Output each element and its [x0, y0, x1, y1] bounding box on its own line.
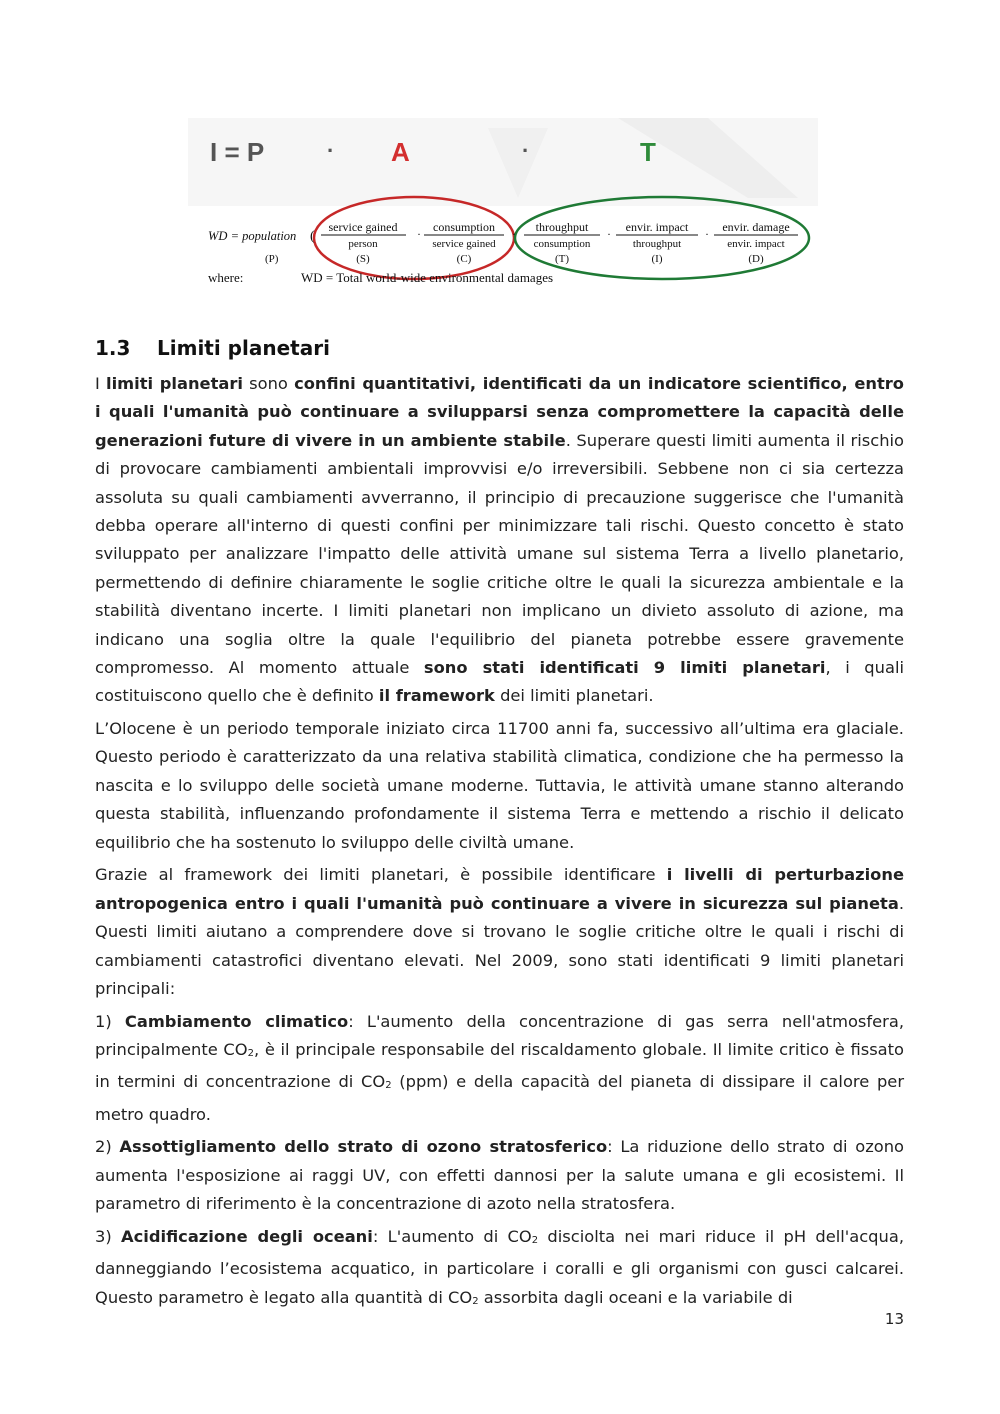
page-number: 13: [884, 1310, 904, 1328]
bold-text: il framework: [378, 686, 495, 706]
section-heading: [95, 336, 330, 360]
text-span: sono: [242, 374, 295, 393]
fraction-denominator: consumption: [533, 238, 591, 250]
subscript: 2: [385, 1080, 392, 1092]
ipat-dot: ·: [522, 138, 530, 163]
body-text: [95, 370, 904, 1320]
fraction-tag: (I): [651, 253, 663, 265]
subscript: 2: [531, 1234, 539, 1246]
text-span: disciolta nei mari riduce il pH dell'acqua, danneggiando l’ecosistema acquatico, in particolare i coralli e gli organismi con gusci calcarei. Questo parametro è legato alla quantità di CO: [95, 1226, 904, 1307]
item-title: Assottigliamento dello strato di ozono stratosferico: [119, 1137, 608, 1157]
multiply-dot: ·: [607, 227, 611, 241]
ipat-figure: [188, 118, 818, 293]
ipat-t: T: [640, 137, 656, 167]
section-title: Limiti planetari: [157, 336, 330, 360]
paragraph-olocene: L’Olocene è un periodo temporale iniziato circa 11700 anni fa, successivo all’ultima era glaciale. Questo periodo è caratterizzato da una relativa stabilità climatica, condizione che ha permesso la nascita e lo sviluppo delle società umane moderne. Tuttavia, le attività umane stanno alterando questa stabilità, influenzando profondamente il sistema Terra e mettendo a rischio il delicato equilibrio che ha sostenuto lo sviluppo delle civiltà umane.: [95, 719, 904, 852]
wd-definition: WD = Total world-wide environmental damages: [301, 270, 554, 285]
paragraph-framework: [95, 861, 904, 1003]
text-span: . Superare questi limiti aumenta il rischio di provocare cambiamenti ambientali improvvisi e/o irreversibili. Sebbene non ci sia certezza assoluta su quali cambiamenti avverranno, il principio di precauzione suggerisce che l'umanità debba operare all'interno di questi confini per minimizzare tali rischi. Questo concetto è stato sviluppato per analizzare l'impatto delle attività umane sul sistema Terra a livello planetario, permettendo di definire chiaramente le soglie critiche oltre le quali la sicurezza ambientale e la stabilità diventano incerte. I limiti planetari non implicano un divieto assoluto di azione, ma indicano una soglia oltre la quale l'equilibrio del pianeta potrebbe essere gravemente compromesso. Al momento attuale: [95, 430, 904, 678]
text-span: Grazie al framework dei limiti planetari, è possibile identificare: [95, 865, 667, 885]
bold-text: confini quantitativi, identificati da un indicatore scientifico, entro i quali l'umanità può continuare a svilupparsi senza compromettere la capacità delle generazioni future di vivere in un ambiente stabile: [95, 374, 904, 450]
fraction-numerator: envir. impact: [625, 220, 689, 234]
list-item-climate: [95, 1008, 904, 1130]
ipat-dot: ·: [327, 138, 335, 163]
text-span: , è il principale responsabile del riscaldamento globale. Il limite critico è fissato in termini di concentrazione di CO: [95, 1039, 905, 1092]
text-span: , i quali costituiscono quello che è definito: [95, 658, 904, 706]
subscript: 2: [472, 1295, 479, 1307]
fraction-numerator: throughput: [535, 220, 589, 234]
fraction-tag: (S): [356, 253, 370, 265]
fraction-tag: (D): [748, 253, 764, 265]
item-number: 1): [95, 1011, 125, 1031]
list-item-ozone: [95, 1133, 904, 1218]
subscript: 2: [247, 1047, 254, 1059]
multiply-dot: ·: [705, 227, 709, 241]
open-paren: (: [310, 229, 315, 244]
fraction-denominator: envir. impact: [727, 238, 785, 250]
bold-text: limiti planetari: [105, 374, 243, 393]
text-span: : L'aumento di CO: [372, 1226, 532, 1246]
population-tag: (P): [265, 253, 279, 265]
text-span: assorbita dagli oceani e la variabile di: [478, 1287, 793, 1307]
where-label: where:: [208, 270, 244, 285]
text-span: : L'aumento della concentrazione di gas serra nell'atmosfera, principalmente CO: [95, 1011, 904, 1059]
multiply-dot: ·: [512, 227, 516, 241]
multiply-dot: ·: [417, 227, 421, 241]
ipat-i-equals-p: I = P: [210, 137, 265, 167]
fraction-numerator: service gained: [328, 220, 398, 234]
fraction-tag: (T): [554, 253, 570, 265]
item-number: 2): [95, 1137, 120, 1157]
text-span: dei limiti planetari.: [494, 686, 654, 706]
text-span: . Questi limiti aiutano a comprendere dove si trovano le soglie critiche oltre le quali i rischi di cambiamenti catastrofici diventano elevati. Nel 2009, sono stati identificati 9 limiti planetari principali:: [95, 893, 904, 998]
item-title: Acidificazione degli oceani: [121, 1226, 373, 1246]
text-span: I: [95, 374, 106, 393]
ipat-a: A: [391, 137, 410, 167]
bold-text: sono stati identificati 9 limiti planetari: [423, 658, 826, 678]
section-number: 1.3: [95, 336, 131, 360]
fraction-denominator: person: [348, 238, 378, 250]
text-span: (ppm) e della capacità del pianeta di dissipare il calore per metro quadro.: [95, 1072, 905, 1124]
fraction-numerator: consumption: [433, 220, 495, 234]
fraction-tag: (C): [456, 253, 472, 265]
item-number: 3): [95, 1226, 122, 1246]
paragraph-intro: [95, 370, 904, 711]
fraction-numerator: envir. damage: [722, 220, 790, 234]
text-span: : La riduzione dello strato di ozono aumenta l'esposizione ai raggi UV, con effetti dannosi per la salute umana e gli ecosistemi. Il parametro di riferimento è la concentrazione di azoto nella stratosfera.: [95, 1137, 905, 1214]
bold-text: i livelli di perturbazione antropogenica entro i quali l'umanità può continuare a vivere in sicurezza sul pianeta: [95, 865, 904, 913]
wd-label: WD = population: [208, 229, 297, 243]
fraction-denominator: service gained: [432, 238, 496, 250]
item-title: Cambiamento climatico: [124, 1011, 349, 1031]
fraction-denominator: throughput: [632, 238, 682, 250]
list-item-ocean: [95, 1223, 904, 1316]
